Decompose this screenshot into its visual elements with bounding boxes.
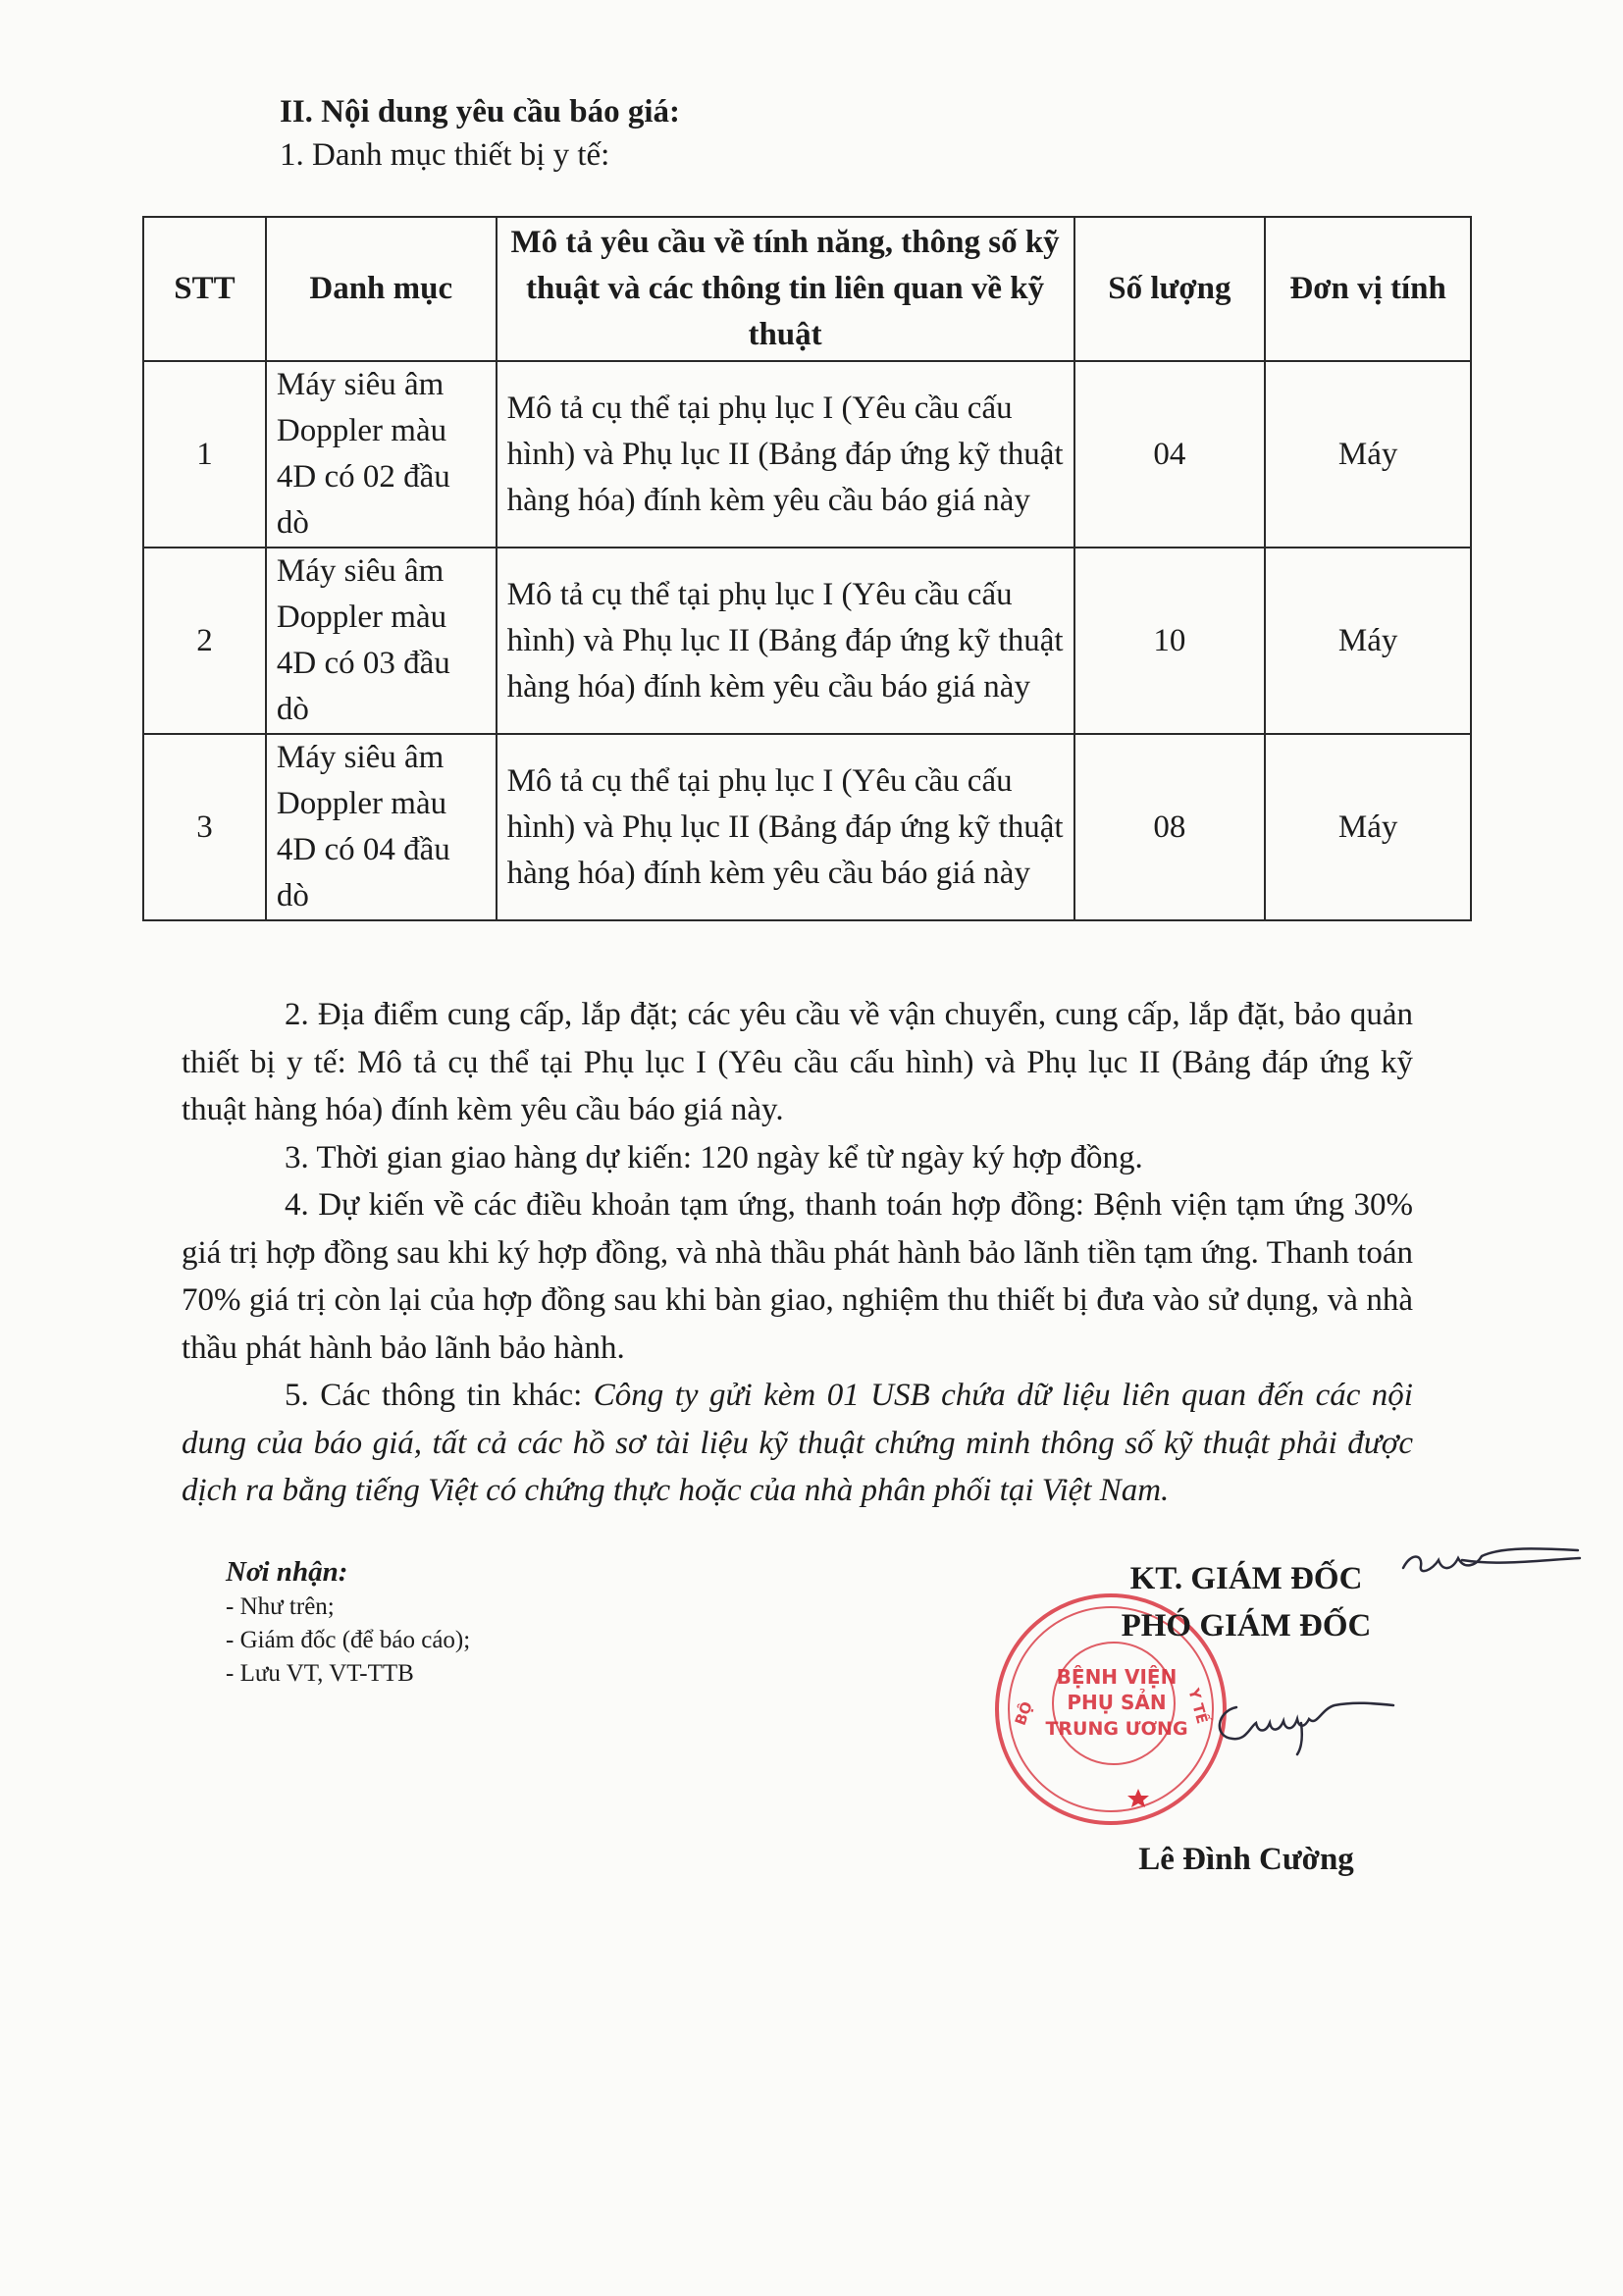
cell-unit: Máy (1265, 734, 1471, 920)
signer-name: Lê Đình Cường (1138, 1842, 1354, 1877)
seal-text-left: BỘ (1011, 1698, 1036, 1728)
cell-description: Mô tả cụ thể tại phụ lục I (Yêu cầu cấu hình) và Phụ lục II (Bảng đáp ứng kỹ thuật hàng hóa) đính kèm yêu cầu báo giá này (497, 734, 1074, 920)
cell-category: Máy siêu âm Doppler màu 4D có 02 đầu dò (266, 361, 497, 548)
paragraph-payment-terms: 4. Dự kiến về các điều khoản tạm ứng, thanh toán hợp đồng: Bệnh viện tạm ứng 30% giá trị hợp đồng sau khi ký hợp đồng, và nhà thầu phát hành bảo lãnh tiền tạm ứng. Thanh toán 70% giá trị còn lại của hợp đồng sau khi bàn giao, nghiệm thu thiết bị đưa vào sử dụng, và nhà thầu phát hành bảo lãnh bảo hành. (182, 1187, 1413, 1366)
seal-text-line2: PHỤ SẢN (1067, 1691, 1167, 1714)
table-header-row (143, 217, 1471, 361)
other-info-italic: Công ty gửi kèm 01 USB chứa dữ liệu liên quan đến các nội dung của báo giá, tất cả các hồ sơ tài liệu kỹ thuật chứng minh thông số kỹ thuật phải được dịch ra bằng tiếng Việt có chứng thực hoặc của nhà phân phối tại Việt Nam. (182, 1378, 1413, 1508)
cell-stt: 3 (143, 734, 266, 920)
cell-stt: 1 (143, 361, 266, 548)
recipient-item: - Như trên; (226, 1593, 335, 1620)
cell-quantity: 10 (1074, 548, 1266, 734)
seal-text-right: Y TẾ (1184, 1686, 1212, 1726)
header-unit: Đơn vị tính (1265, 217, 1471, 361)
cell-unit: Máy (1265, 361, 1471, 548)
paragraph-other-info (182, 1372, 1413, 1515)
body-text (182, 991, 1413, 1515)
cell-category: Máy siêu âm Doppler màu 4D có 04 đầu dò (266, 734, 497, 920)
header-category: Danh mục (266, 217, 497, 361)
header-stt: STT (143, 217, 266, 361)
recipients-block (226, 1555, 470, 1691)
cell-category: Máy siêu âm Doppler màu 4D có 03 đầu dò (266, 548, 497, 734)
cell-description: Mô tả cụ thể tại phụ lục I (Yêu cầu cấu hình) và Phụ lục II (Bảng đáp ứng kỹ thuật hàng hóa) đính kèm yêu cầu báo giá này (497, 548, 1074, 734)
cell-description: Mô tả cụ thể tại phụ lục I (Yêu cầu cấu hình) và Phụ lục II (Bảng đáp ứng kỹ thuật hàng hóa) đính kèm yêu cầu báo giá này (497, 361, 1074, 548)
cell-quantity: 04 (1074, 361, 1266, 548)
signature-title-line1: KT. GIÁM ĐỐC (1129, 1561, 1363, 1596)
cell-quantity: 08 (1074, 734, 1266, 920)
paragraph-delivery-time: 3. Thời gian giao hàng dự kiến: 120 ngày kể từ ngày ký hợp đồng. (285, 1139, 1143, 1175)
equipment-table (142, 216, 1472, 921)
paragraph-delivery-location: 2. Địa điểm cung cấp, lắp đặt; các yêu cầu về vận chuyển, cung cấp, lắp đặt, bảo quản thiết bị y tế: Mô tả cụ thể tại Phụ lục I (Yêu cầu cấu hình) và Phụ lục II (Bảng đáp ứng kỹ thuật hàng hóa) đính kèm yêu cầu báo giá này. (182, 997, 1413, 1127)
header-description: Mô tả yêu cầu về tính năng, thông số kỹ thuật và các thông tin liên quan về kỹ thuật (497, 217, 1074, 361)
cell-unit: Máy (1265, 548, 1471, 734)
recipients-heading: Nơi nhận: (226, 1556, 348, 1588)
table-row (143, 361, 1471, 548)
header-quantity: Số lượng (1074, 217, 1266, 361)
initial-signature-icon (1393, 1531, 1590, 1590)
seal-text-line3: TRUNG ƯƠNG (1045, 1718, 1188, 1740)
seal-text-line1: BỆNH VIỆN (1056, 1665, 1178, 1689)
section-title: II. Nội dung yêu cầu báo giá: (280, 94, 681, 130)
signature-title-line2: PHÓ GIÁM ĐỐC (1121, 1608, 1372, 1644)
handwritten-signature-icon (1207, 1688, 1403, 1756)
table-row (143, 734, 1471, 920)
other-info-lead: 5. Các thông tin khác: (285, 1378, 594, 1413)
recipient-item: - Lưu VT, VT-TTB (226, 1660, 414, 1687)
cell-stt: 2 (143, 548, 266, 734)
table-row (143, 548, 1471, 734)
section-subtitle: 1. Danh mục thiết bị y tế: (280, 137, 610, 173)
recipient-item: - Giám đốc (để báo cáo); (226, 1627, 471, 1653)
